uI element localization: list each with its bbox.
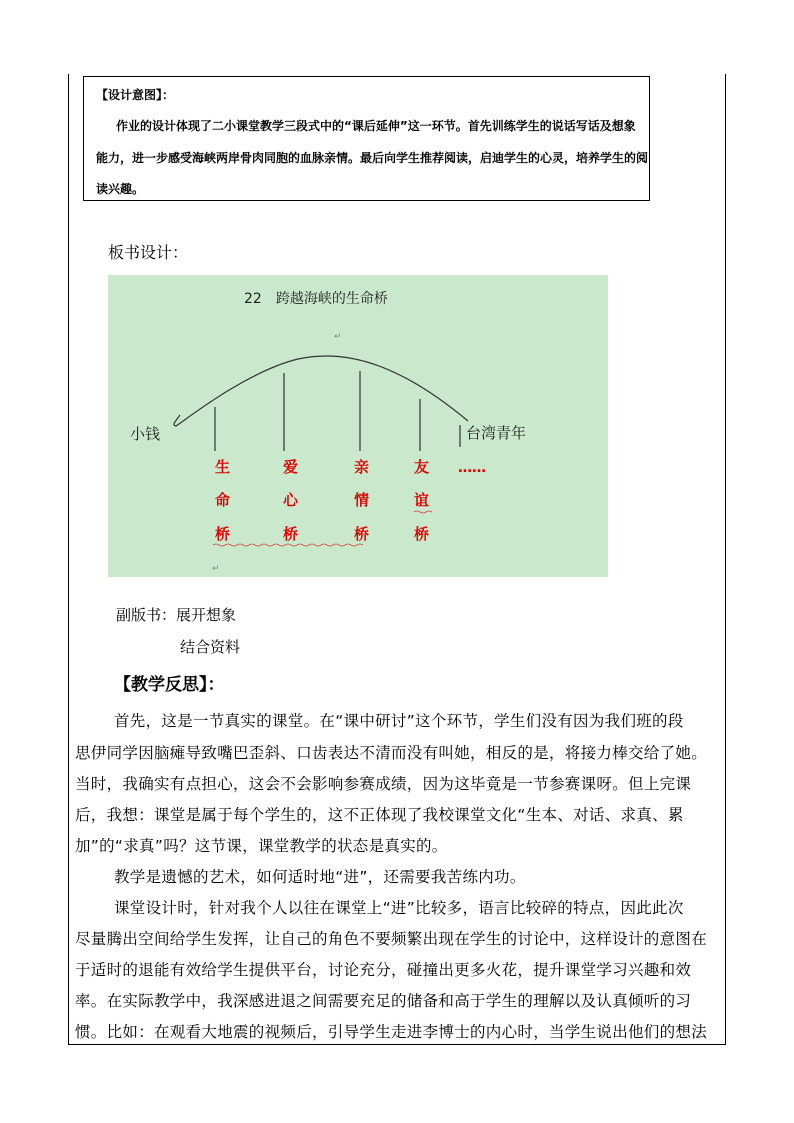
reflection-line: 于适时的退能有效给学生提供平台，讨论充分，碰撞出更多火花，提升课堂学习兴趣和效	[75, 961, 692, 979]
column-char: 友	[414, 458, 430, 476]
reflection-line: 惯。比如：在观看大地震的视频后，引导学生走进李博士的内心时，当学生说出他们的想法	[75, 1023, 708, 1041]
reflection-line: 首先，这是一节真实的课堂。在“课中研讨”这个环节，学生们没有因为我们班的段	[114, 712, 684, 730]
column-char: 命	[215, 491, 231, 509]
reflection-line: 课堂设计时，针对我个人以往在课堂上“进”比较多，语言比较碎的特点，因此此次	[114, 899, 684, 917]
column-char: 桥	[283, 525, 299, 543]
sub-board-item: 结合资料	[180, 638, 241, 656]
column-2	[283, 458, 299, 543]
paragraph-mark-icon: ↵	[212, 564, 220, 574]
design-intent-title: 【设计意图】：	[96, 88, 175, 102]
reflection-title: 【教学反思】：	[114, 675, 225, 695]
reflection-line: 加”的“求真”吗？这节课，课堂教学的状态是真实的。	[75, 837, 448, 855]
left-label: 小钱	[130, 425, 161, 443]
reflection-line: 思伊同学因脑瘫导致嘴巴歪斜、口齿表达不清而没有叫她，相反的是，将接力棒交给了她。	[75, 744, 708, 762]
ellipsis: ……	[458, 460, 486, 476]
sub-board-label-text: 副版书：	[116, 606, 177, 624]
sub-board-label	[116, 604, 236, 625]
reflection-line: 率。在实际教学中，我深感进退之间需要充足的储备和高于学生的理解以及认真倾听的习	[75, 992, 692, 1010]
reflection-line: 当时，我确实有点担心，这会不会影响参赛成绩，因为这毕竟是一节参赛课呀。但上完课	[75, 775, 692, 793]
column-char: 桥	[215, 525, 231, 543]
column-char: 爱	[283, 458, 299, 476]
board-title: 22 跨越海峡的生命桥	[244, 291, 388, 307]
column-char: 桥	[354, 525, 370, 543]
design-intent-line: 能力，进一步感受海峡两岸骨肉同胞的血脉亲情。最后向学生推荐阅读，启迪学生的心灵，培养学生的阅	[96, 151, 649, 165]
column-4	[414, 458, 429, 543]
spellcheck-underline	[414, 511, 432, 513]
design-intent-line: 读兴趣。	[96, 182, 145, 196]
column-char: 亲	[354, 458, 370, 476]
bridge-arch	[174, 356, 468, 426]
column-char: 情	[354, 491, 370, 509]
spellcheck-underline	[213, 544, 363, 546]
right-label: 台湾青年	[466, 424, 527, 442]
board-diagram	[108, 275, 608, 577]
reflection-line: 后，我想：课堂是属于每个学生的，这不正体现了我校课堂文化“生本、对话、求真、累	[75, 806, 684, 824]
bridge-diagram	[108, 275, 608, 577]
column-char: 桥	[414, 525, 430, 543]
sub-board-item: 展开想象	[176, 606, 237, 624]
column-3	[353, 458, 369, 543]
reflection-line: 教学是遗憾的艺术，如何适时地“进”，还需要我苦练内功。	[114, 868, 526, 886]
column-1	[215, 458, 230, 543]
column-char: 谊	[414, 491, 430, 509]
design-intent-line: 作业的设计体现了二小课堂教学三段式中的“课后延伸”这一环节。首先训练学生的说话写话及想象	[116, 119, 636, 133]
board-design-label: 板书设计：	[108, 243, 189, 262]
paragraph-mark-icon: ↵	[334, 332, 342, 342]
column-char: 心	[283, 491, 299, 509]
column-char: 生	[215, 458, 231, 476]
reflection-line: 尽量腾出空间给学生发挥，让自己的角色不要频繁出现在学生的讨论中，这样设计的意图在	[75, 930, 708, 948]
